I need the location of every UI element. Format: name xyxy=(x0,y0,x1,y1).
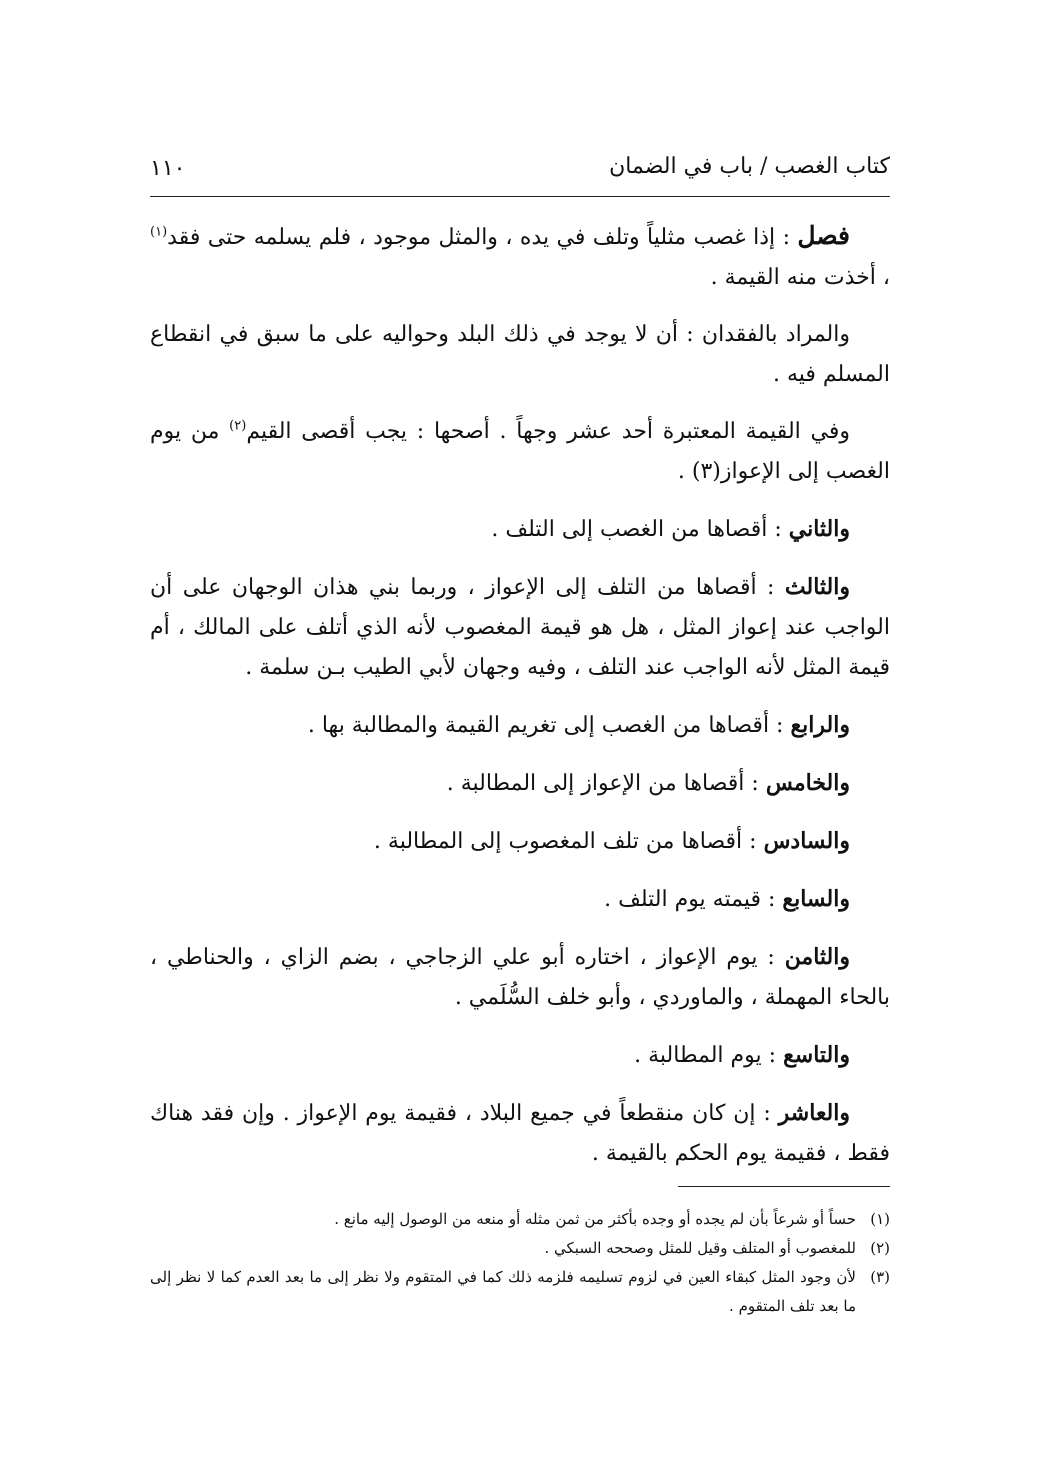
footnote-text: لأن وجود المثل كبقاء العين في لزوم تسليمه فلزمه ذلك كما في المتقوم ولا نظر إلى ما بعد العدم كما لا نظر إلى ما بعد تلف المتقوم . xyxy=(150,1268,856,1315)
footnote xyxy=(150,1205,890,1234)
paragraph-text: وفي القيمة المعتبرة أحد عشر وجهاً . أصحها : يجب أقصى القيم xyxy=(246,419,850,444)
book-page xyxy=(150,0,890,1477)
separator: : xyxy=(767,517,789,542)
paragraph-keyword: والثاني xyxy=(788,516,850,542)
paragraph-text: يوم الإعواز ، اختاره أبو علي الزجاجي ، بضم الزاي ، والحناطي ، بالحاء المهملة ، والماوردي ، وأبو خلف السُّلَمي . xyxy=(150,945,890,1010)
paragraph-tail: ، أخذت منه القيمة . xyxy=(710,265,890,290)
main-text xyxy=(150,216,890,1191)
separator: : xyxy=(775,225,798,250)
paragraph-text: أقصاها من التلف إلى الإعواز ، وربما بني هذان الوجهان على أن الواجب عند إعواز المثل ، هل هو قيمة المغصوب لأنه الذي أتلف على المالك ، أم قيمة المثل لأنه الواجب عند التلف ، وفيه وجهان لأبي الطيب بـن سلمة . xyxy=(150,575,890,680)
footnote-mark: (٣) xyxy=(870,1268,890,1286)
paragraph-keyword: فصل xyxy=(797,221,850,250)
footnote xyxy=(150,1234,890,1263)
paragraph-keyword: والسابع xyxy=(782,886,850,912)
paragraph-keyword: والثالث xyxy=(784,574,850,600)
separator: : xyxy=(769,713,791,738)
footnote-text: حساً أو شرعاً بأن لم يجده أو وجده بأكثر من ثمن مثله أو منعه من الوصول إليه مانع . xyxy=(334,1210,856,1228)
paragraph-keyword: والسادس xyxy=(763,828,850,854)
separator: : xyxy=(761,1043,784,1068)
running-header xyxy=(150,150,890,197)
paragraph xyxy=(150,1035,890,1076)
paragraph-text: أقصاها من الغصب إلى تغريم القيمة والمطالبة بها . xyxy=(307,713,770,738)
paragraph xyxy=(150,763,890,804)
paragraph-text: إذا غصب مثلياً وتلف في يده ، والمثل موجود ، فلم يسلمه حتى فقد xyxy=(167,225,776,250)
paragraph xyxy=(150,705,890,746)
paragraph-tail: من يوم الغصب إلى الإعواز(٣) . xyxy=(150,419,890,484)
paragraph xyxy=(150,567,890,688)
paragraph-keyword: والتاسع xyxy=(783,1042,850,1068)
paragraph-text: والمراد بالفقدان : أن لا يوجد في ذلك البلد وحواليه على ما سبق في انقطاع المسلم فيه . xyxy=(150,322,890,387)
footnote-ref: (٢) xyxy=(229,418,247,434)
footnote-ref: (١) xyxy=(150,224,168,240)
paragraph-text: أقصاها من الإعواز إلى المطالبة . xyxy=(446,771,745,796)
paragraph xyxy=(150,821,890,862)
paragraph xyxy=(150,879,890,920)
footnote-mark: (١) xyxy=(870,1210,890,1228)
footnote xyxy=(150,1263,890,1321)
paragraph-text: أقصاها من الغصب إلى التلف . xyxy=(491,517,768,542)
paragraph xyxy=(150,216,890,298)
separator: : xyxy=(755,1101,779,1126)
footnote-text: للمغصوب أو المتلف وقيل للمثل وصححه السبكي . xyxy=(544,1239,856,1257)
footnotes xyxy=(150,1205,890,1321)
paragraph-text: أقصاها من تلف المغصوب إلى المطالبة . xyxy=(373,829,743,854)
separator: : xyxy=(744,771,766,796)
footnote-mark: (٢) xyxy=(870,1239,890,1257)
paragraph-keyword: والرابع xyxy=(790,712,850,738)
paragraph-text: قيمته يوم التلف . xyxy=(604,887,761,912)
separator: : xyxy=(760,887,783,912)
paragraph-keyword: والثامن xyxy=(784,944,850,970)
paragraph xyxy=(150,315,890,395)
paragraph-keyword: والعاشر xyxy=(778,1100,850,1126)
separator: : xyxy=(756,575,785,600)
paragraph xyxy=(150,509,890,550)
paragraph-keyword: والخامس xyxy=(765,770,850,796)
paragraph-text: يوم المطالبة . xyxy=(634,1043,762,1068)
page-number: ١١٠ xyxy=(150,156,186,181)
footnote-divider xyxy=(678,1186,890,1187)
paragraph-text: إن كان منقطعاً في جميع البلاد ، فقيمة يوم الإعواز . وإن فقد هناك فقط ، فقيمة يوم الحكم بالقيمة . xyxy=(150,1101,890,1166)
paragraph xyxy=(150,1093,890,1174)
paragraph xyxy=(150,937,890,1018)
separator: : xyxy=(742,829,764,854)
running-title: كتاب الغصب / باب في الضمان xyxy=(609,154,890,179)
paragraph xyxy=(150,412,890,492)
separator: : xyxy=(757,945,785,970)
